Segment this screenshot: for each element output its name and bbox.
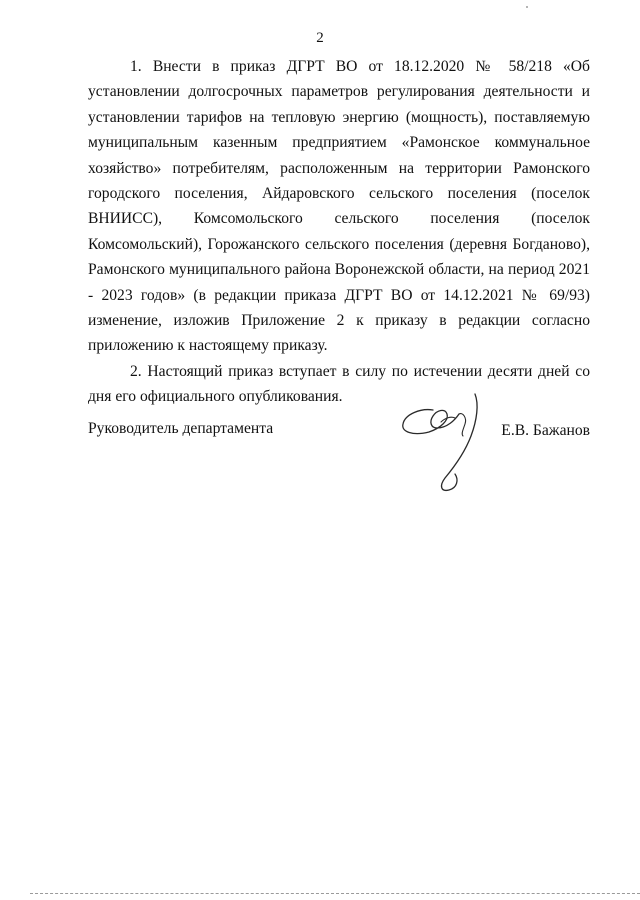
page-bottom-edge [30,893,640,894]
signature-block [88,418,590,508]
handwritten-signature [393,392,503,502]
scan-speck [526,6,528,8]
paragraph-2: 2. Настоящий приказ вступает в силу по истечении десяти дней со дня его официального опубликования. [88,362,590,406]
document-body [88,54,590,410]
signatory-name: Е.В. Бажанов [501,422,590,439]
page-number: 2 [316,30,324,46]
paragraph-1: 1. Внести в приказ ДГРТ ВО от 18.12.2020 № 58/218 «Об установлении долгосрочных параметров регулирования деятельности и установлении тарифов на тепловую энергию (мощность), поставляемую муниципальным казенным предприятием «Рамонское коммунальное хозяйство» потребителям, расположенным на территории Рамонского городского поселения, Айдаровского сельского поселения (поселок ВНИИСС), Комсомольского сельского поселения (поселок Комсомольский), Горожанского сельского поселения (деревня Богданово), Рамонского муниципального района Воронежской области, на период 2021 - 2023 годов» (в редакции приказа ДГРТ ВО от 14.12.2021 № 69/93) изменение, изложив Приложение 2 к приказу в редакции согласно приложению к настоящему приказу. [88,58,590,355]
signatory-position: Руководитель департамента [88,420,274,437]
